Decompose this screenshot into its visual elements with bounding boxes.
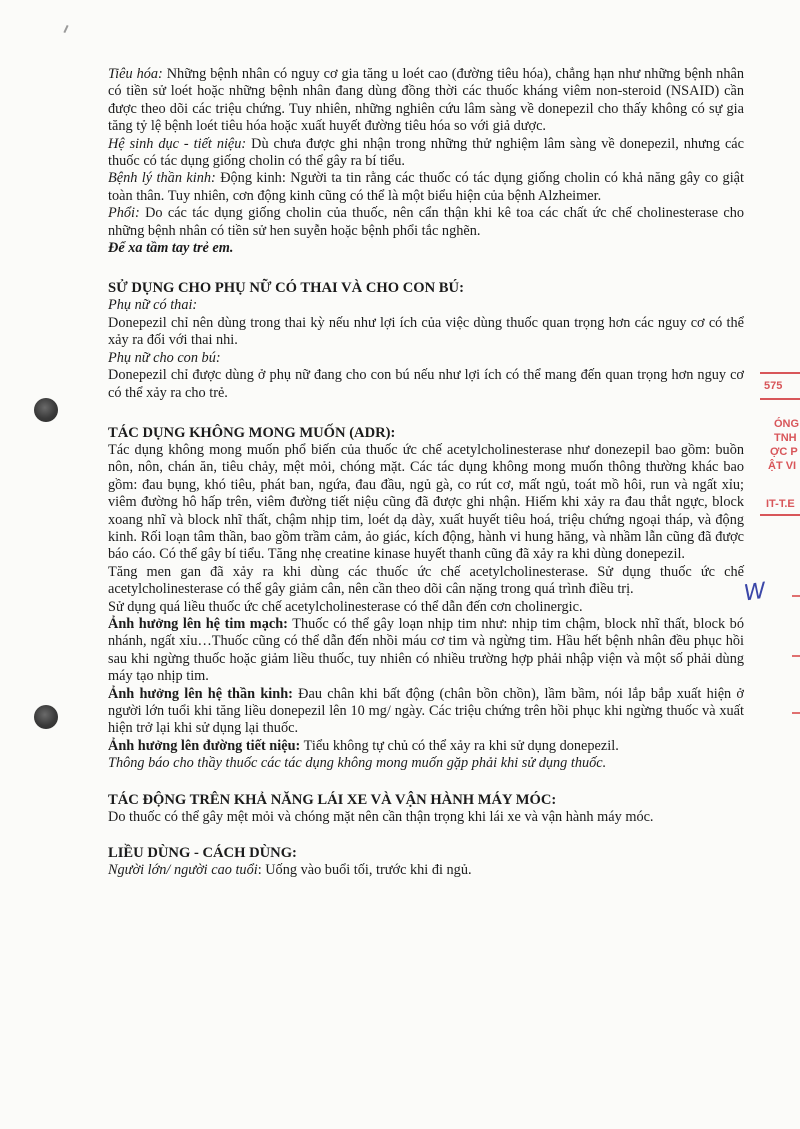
adr-paragraph-1: Tác dụng không mong muốn phổ biến của thuốc ức chế acetylcholinesterase như donezepil bao gồm: buồn nôn, nôn, chán ăn, tiêu chảy, mệt mỏi, chóng mặt. Các tác dụng không mong muốn thông thường khác bao gồm: đau bụng, khó tiêu, phát ban, ngứa, đau đầu, ngủ gà, co rút cơ, mất ngủ, toát mồ hôi, run và ngất xỉu; viêm đường hô hấp trên, viêm đường tiết niệu cũng đã được ghi nhận. Hiếm khi xảy ra đau thắt ngực, block xoang nhĩ và block nhĩ thất, chậm nhịp tim, loét dạ dày, xuất huyết tiêu hoá, triệu chứng ngoại tháp, và động kinh. Rối loạn tâm thần, bao gồm trầm cảm, ảo giác, kích động, hành vi hung hăng, và nhầm lẫn cũng đã được báo cáo. Có thể gây bí tiểu. Tăng nhẹ creatine kinase huyết thanh cũng đã xảy ra khi dùng donepezil. xyxy=(108,441,744,563)
punch-hole-bottom xyxy=(34,705,58,729)
adr-cardio xyxy=(108,616,744,686)
adr-neuro xyxy=(108,686,744,738)
dosage-adult xyxy=(108,862,744,879)
section-heading-driving: TÁC ĐỘNG TRÊN KHẢ NĂNG LÁI XE VÀ VẬN HÀNH MÁY MÓC: xyxy=(108,791,557,808)
precaution-label: Hệ sinh dục - tiết niệu: xyxy=(108,135,247,152)
pregnant-label: Phụ nữ có thai: xyxy=(108,297,198,314)
dosage-text: : Uống vào buổi tối, trước khi đi ngủ. xyxy=(257,862,472,879)
stamp-text: ÓNG xyxy=(774,418,800,430)
adr-paragraph-3: Sử dụng quá liều thuốc ức chế acetylcholinesterase có thể dẫn đến cơn cholinergic. xyxy=(108,598,583,615)
adr-urinary xyxy=(108,738,744,755)
adr-urinary-label: Ảnh hưởng lên đường tiết niệu: xyxy=(108,737,301,754)
stamp-text: TNH xyxy=(774,432,797,444)
precaution-digestive xyxy=(108,66,744,136)
precaution-text: Do các tác dụng giống cholin của thuốc, nên cẩn thận khi kê toa các chất ức chế cholinesterase cho những bệnh nhân có tiền sử hen suyễn hoặc bệnh phổi tắc nghẽn. xyxy=(108,205,744,239)
stamp-text: ẬT VI xyxy=(768,460,797,472)
adr-cardio-text: Thuốc có thể gây loạn nhịp tim như: nhịp tim chậm, block nhĩ thất, block bó nhánh, ngất xỉu…Thuốc cũng có thể dẫn đến nhồi máu cơ tim và ngừng tim. Hầu hết bệnh nhân đều phục hồi sau khi ngừng thuốc hoặc giảm liều thuốc, tuy nhiên có nhiều trường hợp phải nhập viện và một số phải dùng máy tạo nhịp tim. xyxy=(108,615,744,685)
stamp-rule xyxy=(760,372,800,374)
document-body xyxy=(108,66,744,879)
precaution-pulmonary xyxy=(108,205,744,240)
adr-urinary-text: Tiểu không tự chủ có thể xảy ra khi sử dụng donepezil. xyxy=(300,737,619,754)
precaution-label: Bệnh lý thần kinh: xyxy=(108,170,216,187)
adr-notice: Thông báo cho thầy thuốc các tác dụng không mong muốn gặp phải khi sử dụng thuốc. xyxy=(108,755,607,772)
stamp-text: IT-T.E xyxy=(766,498,795,510)
precaution-text: Những bệnh nhân có nguy cơ gia tăng u loét cao (đường tiêu hóa), chẳng hạn như những bệnh nhân có tiền sử loét hoặc những bệnh nhân đang dùng đồng thời các thuốc kháng viêm non-steroid (NSAID) cần được theo dõi các triệu chứng. Tuy nhiên, những nghiên cứu lâm sàng về donepezil cho thấy không có sự gia tăng tỷ lệ bệnh loét tiêu hóa hoặc xuất huyết đường tiêu hóa so với giả dược. xyxy=(108,66,744,135)
margin-dash xyxy=(792,712,800,714)
precaution-label: Tiêu hóa: xyxy=(108,66,163,82)
margin-stamp xyxy=(760,370,800,590)
stamp-text: ỢC P xyxy=(770,446,798,458)
section-heading-adr: TÁC DỤNG KHÔNG MONG MUỐN (ADR): xyxy=(108,424,396,441)
precaution-label: Phổi: xyxy=(108,205,140,222)
adr-cardio-label: Ảnh hưởng lên hệ tim mạch: xyxy=(108,615,288,632)
precaution-text: Động kinh: Người ta tin rằng các thuốc có tác dụng giống cholin có khả năng gây co giật toàn thân. Tuy nhiên, cơn động kinh cũng có thể là một biểu hiện của bệnh Alzheimer. xyxy=(108,170,744,204)
scan-mark xyxy=(63,25,68,33)
precaution-genitourinary xyxy=(108,136,744,171)
section-heading-dosage: LIỀU DÙNG - CÁCH DÙNG: xyxy=(108,845,297,862)
nursing-text: Donepezil chỉ được dùng ở phụ nữ đang cho con bú nếu như lợi ích có thể mang đến quan trọng hơn nguy cơ có thể xảy ra cho trẻ. xyxy=(108,367,744,401)
precaution-text: Dù chưa được ghi nhận trong những thử nghiệm lâm sàng về donepezil, nhưng các thuốc có tác dụng giống cholin có thể gây ra bí tiểu. xyxy=(108,135,745,170)
dosage-label: Người lớn/ người cao tuổi xyxy=(108,862,258,879)
precaution-neurological xyxy=(108,170,744,205)
adr-paragraph-2: Tăng men gan đã xảy ra khi dùng các thuốc ức chế acetylcholinesterase. Sử dụng thuốc ức chế acetylcholinesterase có thể gây giảm cân, nên cần theo dõi cân nặng trong quá trình điều trị. xyxy=(108,563,744,598)
keep-away-warning: Để xa tầm tay trẻ em. xyxy=(108,240,234,257)
nursing-label: Phụ nữ cho con bú: xyxy=(108,349,221,366)
handwritten-mark: W xyxy=(742,578,768,607)
driving-text: Do thuốc có thể gây mệt mỏi và chóng mặt nên cần thận trọng khi lái xe và vận hành máy móc. xyxy=(108,808,654,825)
stamp-text: 575 xyxy=(764,380,783,392)
stamp-rule xyxy=(760,398,800,400)
adr-neuro-text: Đau chân khi bất động (chân bồn chồn), lầm bầm, nói lắp bắp xuất hiện ở người lớn tuổi khi tăng liều donepezil lên 10 mg/ ngày. Các triệu chứng trên hồi phục khi ngừng thuốc và xuất hiện trở lại khi sử dụng lại thuốc. xyxy=(108,685,744,737)
pregnant-text: Donepezil chỉ nên dùng trong thai kỳ nếu như lợi ích của việc dùng thuốc quan trọng hơn các nguy cơ có thể xảy ra đối với thai nhi. xyxy=(108,314,744,349)
margin-dash xyxy=(792,655,800,657)
margin-dash xyxy=(792,595,800,597)
stamp-rule xyxy=(760,514,800,516)
section-heading-pregnancy: SỬ DỤNG CHO PHỤ NỮ CÓ THAI VÀ CHO CON BÚ: xyxy=(108,280,464,297)
adr-neuro-label: Ảnh hưởng lên hệ thần kinh: xyxy=(108,685,293,702)
punch-hole-top xyxy=(34,398,58,422)
